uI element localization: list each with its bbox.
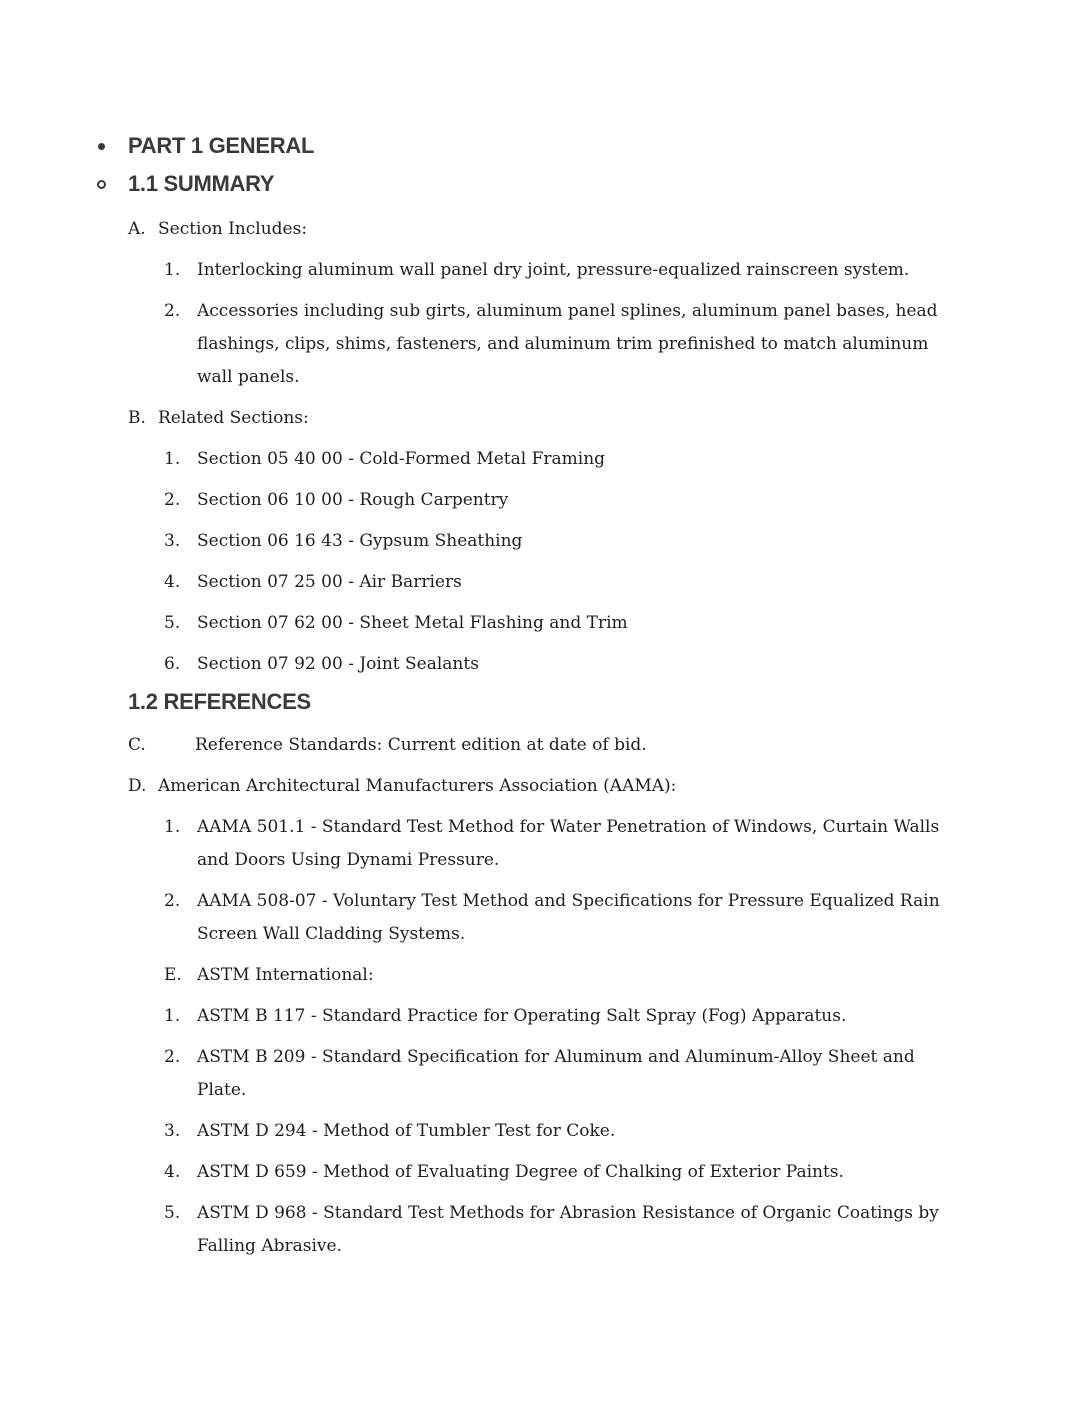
list-item-text: Related Sections: (158, 408, 309, 428)
list-marker: C. (128, 735, 146, 755)
list-item-a (128, 213, 1088, 246)
list-item (164, 254, 1088, 287)
part1-heading-row (95, 133, 1088, 159)
list-item (164, 1000, 1088, 1033)
references-heading-row (128, 689, 1088, 715)
heading-marker-col (95, 180, 128, 189)
list-marker: D. (128, 776, 147, 796)
filled-bullet-icon (98, 143, 105, 150)
list-item (164, 607, 1088, 640)
list-marker: 2. (164, 301, 181, 321)
list-item (164, 1156, 1088, 1189)
list-marker: 2. (164, 490, 181, 510)
list-item (164, 443, 1088, 476)
list-marker: 1. (164, 817, 181, 837)
list-marker: 5. (164, 613, 181, 633)
list-item-text: Reference Standards: Current edition at date of bid. (195, 735, 647, 755)
list-item-text: AAMA 501.1 - Standard Test Method for Water Penetration of Windows, Curtain Walls and Doors Using Dynami Pressure. (197, 817, 940, 870)
list-item (164, 525, 1088, 558)
heading-marker-col (95, 143, 128, 150)
list-marker: B. (128, 408, 146, 428)
list-marker: 6. (164, 654, 181, 674)
list-item-text: American Architectural Manufacturers Association (AAMA): (158, 776, 677, 796)
references-heading: 1.2 REFERENCES (128, 689, 311, 714)
list-item-text: ASTM B 209 - Standard Specification for Aluminum and Aluminum-Alloy Sheet and Plate. (197, 1047, 915, 1100)
list-item-text: Section 06 16 43 - Gypsum Sheathing (197, 531, 523, 551)
list-marker: 5. (164, 1203, 181, 1223)
list-marker: 4. (164, 1162, 181, 1182)
list-item-text: Interlocking aluminum wall panel dry joint, pressure-equalized rainscreen system. (197, 260, 910, 280)
summary-heading: 1.1 SUMMARY (128, 171, 275, 196)
list-item-text: ASTM International: (197, 965, 374, 985)
list-item (164, 1115, 1088, 1148)
list-item-c (128, 729, 1088, 762)
summary-heading-row (95, 171, 1088, 197)
part1-heading: PART 1 GENERAL (128, 133, 315, 158)
list-marker: 1. (164, 1006, 181, 1026)
list-item-e (164, 959, 1088, 992)
list-item-text: Section 06 10 00 - Rough Carpentry (197, 490, 509, 510)
list-marker: 4. (164, 572, 181, 592)
list-item-text: Section 07 25 00 - Air Barriers (197, 572, 462, 592)
list-item-text: Section 07 62 00 - Sheet Metal Flashing and Trim (197, 613, 628, 633)
list-item (164, 811, 1088, 877)
list-marker: A. (128, 219, 146, 239)
list-item (164, 566, 1088, 599)
list-item-text: ASTM D 659 - Method of Evaluating Degree of Chalking of Exterior Paints. (197, 1162, 844, 1182)
list-item-text: Section 07 92 00 - Joint Sealants (197, 654, 479, 674)
list-marker: 3. (164, 531, 181, 551)
list-item-b (128, 402, 1088, 435)
hollow-circle-bullet-icon (97, 180, 106, 189)
list-marker: E. (164, 965, 182, 985)
list-marker: 1. (164, 260, 181, 280)
list-item-text: Section 05 40 00 - Cold-Formed Metal Framing (197, 449, 606, 469)
list-item (164, 484, 1088, 517)
list-marker: 2. (164, 891, 181, 911)
list-item-text: Accessories including sub girts, aluminum panel splines, aluminum panel bases, head flashings, clips, shims, fasteners, and aluminum trim prefinished to match aluminum wall panels. (197, 301, 938, 387)
list-item-text: ASTM B 117 - Standard Practice for Operating Salt Spray (Fog) Apparatus. (197, 1006, 847, 1026)
list-marker: 1. (164, 449, 181, 469)
list-item-text: Section Includes: (158, 219, 308, 239)
list-item (164, 885, 1088, 951)
list-item (164, 1197, 1088, 1263)
list-item (164, 648, 1088, 681)
list-item (164, 1041, 1088, 1107)
list-marker: 2. (164, 1047, 181, 1067)
list-item-text: ASTM D 294 - Method of Tumbler Test for Coke. (197, 1121, 616, 1141)
list-marker: 3. (164, 1121, 181, 1141)
list-item-text: ASTM D 968 - Standard Test Methods for Abrasion Resistance of Organic Coatings by Falling Abrasive. (197, 1203, 939, 1256)
list-item-text: AAMA 508-07 - Voluntary Test Method and Specifications for Pressure Equalized Rain Screen Wall Cladding Systems. (197, 891, 940, 944)
list-item (164, 295, 1088, 394)
list-item-d (128, 770, 1088, 803)
